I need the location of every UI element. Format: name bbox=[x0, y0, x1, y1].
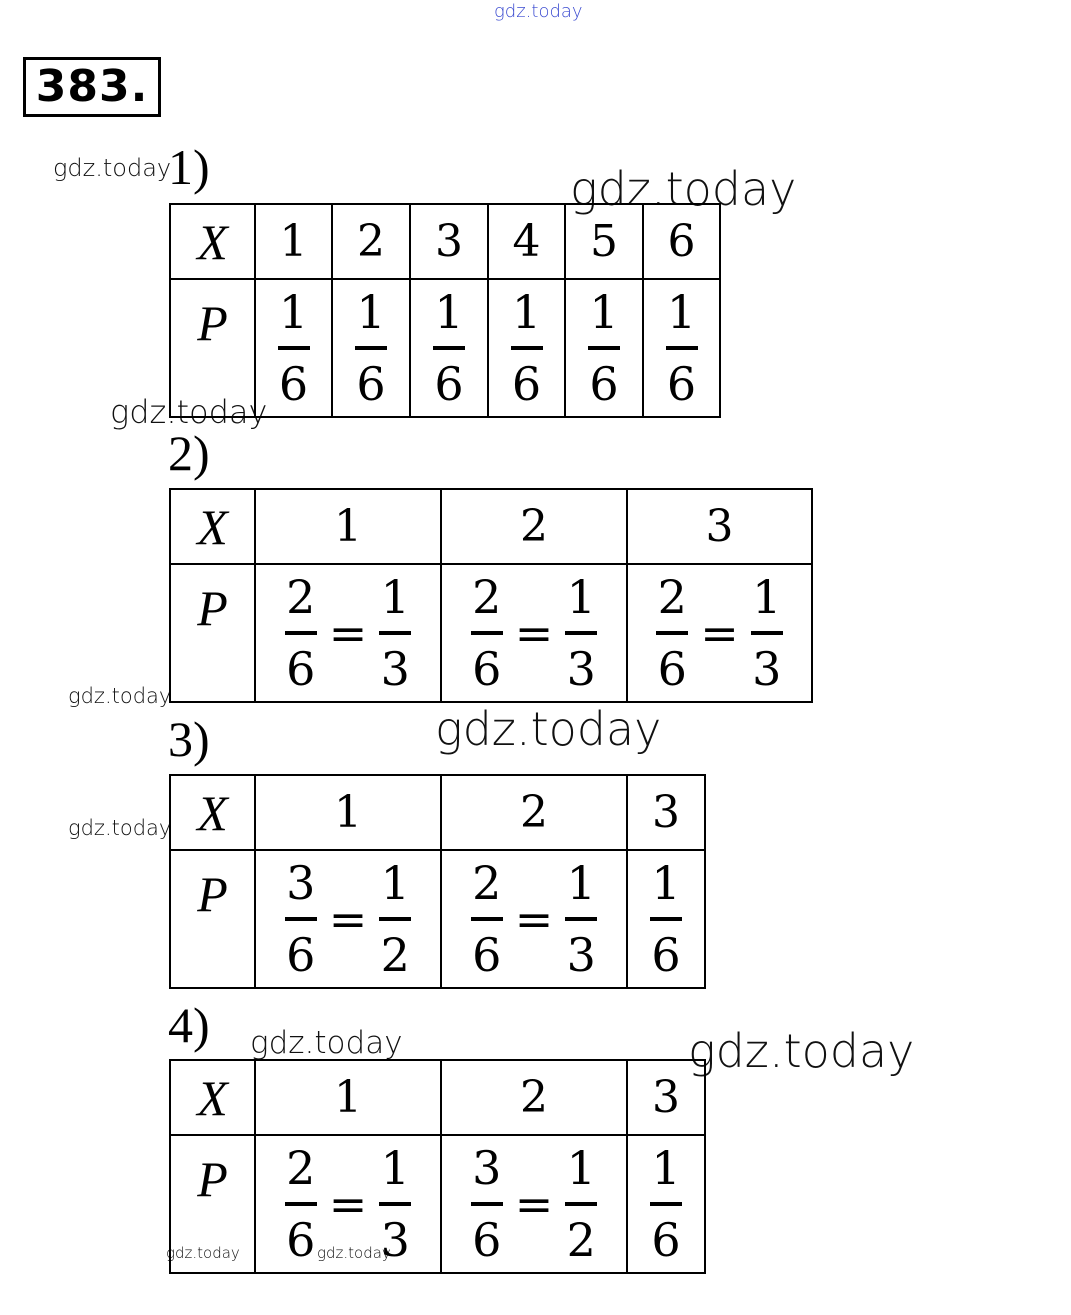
x-value: 5 bbox=[565, 204, 643, 279]
numerator: 1 bbox=[752, 570, 782, 624]
table-row-p bbox=[170, 1135, 705, 1273]
equals-sign: = bbox=[700, 606, 739, 660]
fraction bbox=[666, 284, 698, 412]
fraction-simplified bbox=[751, 569, 783, 697]
fraction bbox=[285, 1140, 317, 1268]
p-value bbox=[441, 564, 627, 702]
numerator: 2 bbox=[286, 570, 316, 624]
x-value: 1 bbox=[255, 775, 441, 850]
p-value bbox=[565, 279, 643, 417]
fraction bbox=[650, 855, 682, 983]
numerator: 2 bbox=[286, 1141, 316, 1195]
fraction-bar bbox=[285, 1202, 317, 1206]
watermark-4: gdz.today bbox=[68, 684, 172, 708]
fraction-bar bbox=[650, 1202, 682, 1206]
numerator: 1 bbox=[434, 285, 464, 339]
numerator: 1 bbox=[511, 285, 542, 339]
part-4-label: 4) bbox=[168, 997, 210, 1053]
fraction-bar bbox=[379, 917, 411, 921]
numerator: 1 bbox=[566, 856, 596, 910]
denominator: 6 bbox=[278, 357, 309, 411]
fraction-bar bbox=[565, 631, 597, 635]
denominator: 6 bbox=[472, 642, 502, 696]
x-value: 4 bbox=[488, 204, 565, 279]
fraction-bar bbox=[666, 346, 698, 350]
problem-number: 383. bbox=[23, 57, 161, 117]
table-row-p bbox=[170, 850, 705, 988]
watermark-5: gdz.today bbox=[435, 702, 662, 756]
watermark-1: gdz.today bbox=[53, 154, 172, 182]
table-row-x bbox=[170, 489, 812, 564]
numerator: 3 bbox=[286, 856, 316, 910]
denominator: 6 bbox=[651, 1213, 681, 1267]
numerator: 2 bbox=[472, 856, 502, 910]
fraction-simplified bbox=[565, 855, 597, 983]
x-header: X bbox=[170, 489, 255, 564]
denominator: 6 bbox=[472, 1213, 502, 1267]
p-value bbox=[255, 850, 441, 988]
p-value bbox=[441, 1135, 627, 1273]
equals-sign: = bbox=[514, 1177, 554, 1231]
x-header: X bbox=[170, 775, 255, 850]
denominator: 6 bbox=[286, 642, 316, 696]
table-row-p bbox=[170, 564, 812, 702]
table-row-x bbox=[170, 1060, 705, 1135]
numerator: 1 bbox=[380, 570, 410, 624]
x-value: 3 bbox=[627, 775, 705, 850]
fraction-bar bbox=[379, 1202, 411, 1206]
x-value: 2 bbox=[441, 775, 627, 850]
x-header: X bbox=[170, 204, 255, 279]
part-3-label: 3) bbox=[168, 711, 210, 767]
equals-sign: = bbox=[514, 606, 554, 660]
fraction-simplified bbox=[379, 569, 411, 697]
watermark-9: gdz.today bbox=[166, 1244, 240, 1262]
p-value bbox=[255, 564, 441, 702]
equals-sign: = bbox=[328, 606, 368, 660]
denominator: 3 bbox=[566, 642, 596, 696]
distribution-table-4 bbox=[169, 1059, 706, 1274]
numerator: 1 bbox=[589, 285, 619, 339]
p-value bbox=[627, 1135, 705, 1273]
numerator: 1 bbox=[666, 285, 697, 339]
x-value: 1 bbox=[255, 489, 441, 564]
p-value bbox=[488, 279, 565, 417]
x-value: 1 bbox=[255, 1060, 441, 1135]
fraction-simplified bbox=[565, 1140, 597, 1268]
fraction-bar bbox=[565, 1202, 597, 1206]
numerator: 1 bbox=[380, 856, 410, 910]
distribution-table-1 bbox=[169, 203, 721, 418]
numerator: 1 bbox=[651, 856, 681, 910]
p-header: P bbox=[170, 1135, 255, 1273]
x-value: 3 bbox=[410, 204, 488, 279]
x-header: X bbox=[170, 1060, 255, 1135]
denominator: 6 bbox=[286, 1213, 316, 1267]
p-value bbox=[255, 1135, 441, 1273]
denominator: 2 bbox=[380, 928, 410, 982]
denominator: 3 bbox=[380, 642, 410, 696]
denominator: 3 bbox=[380, 1213, 410, 1267]
fraction-simplified bbox=[379, 1140, 411, 1268]
x-value: 1 bbox=[255, 204, 332, 279]
fraction bbox=[471, 1140, 503, 1268]
fraction-bar bbox=[471, 1202, 503, 1206]
p-value bbox=[441, 850, 627, 988]
table-row-p bbox=[170, 279, 720, 417]
fraction bbox=[656, 569, 688, 697]
p-header: P bbox=[170, 279, 255, 417]
numerator: 1 bbox=[380, 1141, 410, 1195]
table-row-x bbox=[170, 775, 705, 850]
fraction bbox=[471, 855, 503, 983]
numerator: 2 bbox=[657, 570, 687, 624]
fraction bbox=[278, 284, 310, 412]
p-value bbox=[332, 279, 410, 417]
denominator: 6 bbox=[589, 357, 619, 411]
denominator: 3 bbox=[566, 928, 596, 982]
fraction bbox=[433, 284, 465, 412]
fraction bbox=[511, 284, 543, 412]
denominator: 6 bbox=[651, 928, 681, 982]
part-2-label: 2) bbox=[168, 425, 210, 481]
p-value bbox=[627, 564, 812, 702]
numerator: 1 bbox=[278, 285, 309, 339]
fraction-bar bbox=[656, 631, 688, 635]
denominator: 2 bbox=[566, 1213, 596, 1267]
x-value: 3 bbox=[627, 1060, 705, 1135]
table-row-x bbox=[170, 204, 720, 279]
numerator: 2 bbox=[472, 570, 502, 624]
x-value: 2 bbox=[441, 489, 627, 564]
denominator: 3 bbox=[752, 642, 782, 696]
fraction-bar bbox=[650, 917, 682, 921]
fraction-bar bbox=[285, 917, 317, 921]
fraction-bar bbox=[285, 631, 317, 635]
watermark-10: gdz.today bbox=[317, 1244, 391, 1262]
fraction bbox=[355, 284, 387, 412]
x-value: 3 bbox=[627, 489, 812, 564]
watermark-8: gdz.today bbox=[688, 1024, 915, 1078]
equals-sign: = bbox=[328, 1177, 368, 1231]
fraction-bar bbox=[278, 346, 310, 350]
fraction-bar bbox=[751, 631, 783, 635]
fraction-bar bbox=[471, 917, 503, 921]
p-value bbox=[410, 279, 488, 417]
p-value bbox=[255, 279, 332, 417]
numerator: 1 bbox=[566, 1141, 596, 1195]
numerator: 3 bbox=[472, 1141, 502, 1195]
watermark-top: gdz.today bbox=[494, 1, 583, 22]
distribution-table-2 bbox=[169, 488, 813, 703]
equals-sign: = bbox=[328, 892, 368, 946]
p-header: P bbox=[170, 564, 255, 702]
p-value bbox=[643, 279, 720, 417]
watermark-7: gdz.today bbox=[250, 1025, 403, 1061]
fraction-bar bbox=[588, 346, 620, 350]
denominator: 6 bbox=[434, 357, 464, 411]
fraction-bar bbox=[471, 631, 503, 635]
numerator: 1 bbox=[356, 285, 386, 339]
distribution-table-3 bbox=[169, 774, 706, 989]
equals-sign: = bbox=[514, 892, 554, 946]
p-value bbox=[627, 850, 705, 988]
part-1-label: 1) bbox=[168, 139, 210, 195]
fraction bbox=[650, 1140, 682, 1268]
watermark-6: gdz.today bbox=[68, 816, 172, 840]
watermark-2: gdz.today bbox=[570, 162, 797, 216]
denominator: 6 bbox=[356, 357, 386, 411]
fraction-bar bbox=[355, 346, 387, 350]
numerator: 1 bbox=[651, 1141, 681, 1195]
x-value: 2 bbox=[441, 1060, 627, 1135]
fraction bbox=[285, 855, 317, 983]
x-value: 6 bbox=[643, 204, 720, 279]
fraction-simplified bbox=[379, 855, 411, 983]
denominator: 6 bbox=[666, 357, 697, 411]
x-value: 2 bbox=[332, 204, 410, 279]
p-header: P bbox=[170, 850, 255, 988]
numerator: 1 bbox=[566, 570, 596, 624]
fraction bbox=[285, 569, 317, 697]
fraction-simplified bbox=[565, 569, 597, 697]
denominator: 6 bbox=[657, 642, 687, 696]
denominator: 6 bbox=[286, 928, 316, 982]
fraction-bar bbox=[379, 631, 411, 635]
watermark-3: gdz.today bbox=[110, 393, 268, 431]
denominator: 6 bbox=[511, 357, 542, 411]
fraction bbox=[471, 569, 503, 697]
fraction bbox=[588, 284, 620, 412]
denominator: 6 bbox=[472, 928, 502, 982]
fraction-bar bbox=[433, 346, 465, 350]
fraction-bar bbox=[565, 917, 597, 921]
fraction-bar bbox=[511, 346, 543, 350]
